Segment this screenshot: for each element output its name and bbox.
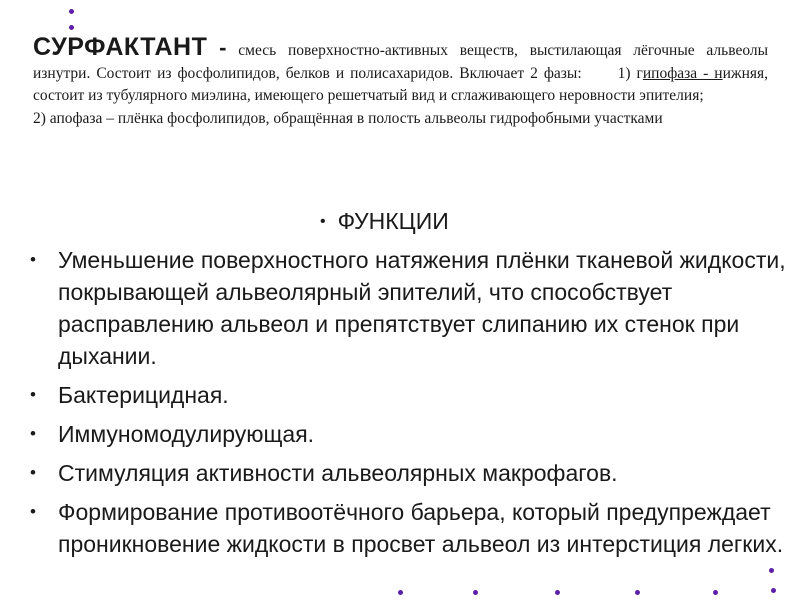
decor-dot xyxy=(555,590,560,595)
functions-heading-text: ФУНКЦИИ xyxy=(337,208,449,234)
list-item xyxy=(0,496,790,560)
functions-list xyxy=(0,244,790,567)
list-item xyxy=(0,457,790,489)
functions-heading xyxy=(320,208,449,235)
list-item xyxy=(0,418,790,450)
definition-text: смесь поверхностно-активных веществ, выстилающая лёгочные альвеолы изнутри. Состоит из фосфолипидов, белков и полисахаридов. Включает 2 фазы: xyxy=(33,42,769,82)
bullet: • xyxy=(30,385,36,404)
decor-dot xyxy=(69,25,74,30)
list-item-text: Формирование противоотёчного барьера, который предупреждает проникновение жидкости в просвет альвеол из интерстиция легких. xyxy=(58,499,784,557)
decor-dot xyxy=(771,588,776,593)
decor-dot xyxy=(398,590,403,595)
phase1-underlined: ипофаза - н xyxy=(642,64,723,82)
phase2-text: 2) апофаза – плёнка фосфолипидов, обращённая в полость альвеолы гидрофобными участками xyxy=(33,109,663,127)
decor-dot xyxy=(713,590,718,595)
list-item-text: Уменьшение поверхностного натяжения плёнки тканевой жидкости, покрывающей альвеолярный эпителий, что способствует расправлению альвеол и препятствует слипанию их стенок при дыхании. xyxy=(58,247,786,369)
list-item xyxy=(0,379,790,411)
bullet: • xyxy=(30,502,36,521)
decor-dot xyxy=(473,590,478,595)
slide-title: СУРФАКТАНТ xyxy=(33,33,208,61)
phase1-prefix: 1) г xyxy=(617,64,643,82)
decor-dot xyxy=(69,9,74,14)
title-dash: - xyxy=(219,35,227,60)
list-item-text: Иммуномодулирующая. xyxy=(58,421,315,447)
bullet: • xyxy=(30,250,36,269)
list-item-text: Стимуляция активности альвеолярных макрофагов. xyxy=(58,460,618,486)
phase1-text: ижняя, состоит из тубулярного миэлина, имеющего решетчатый вид и сглаживающего неровности эпителия; xyxy=(33,64,768,104)
definition-block xyxy=(33,33,769,130)
decor-dot xyxy=(635,590,640,595)
list-item-text: Бактерицидная. xyxy=(58,382,229,408)
bullet: • xyxy=(30,424,36,443)
bullet: • xyxy=(30,463,36,482)
bullet: • xyxy=(320,213,326,230)
decor-dot xyxy=(769,568,774,573)
list-item xyxy=(0,244,790,372)
